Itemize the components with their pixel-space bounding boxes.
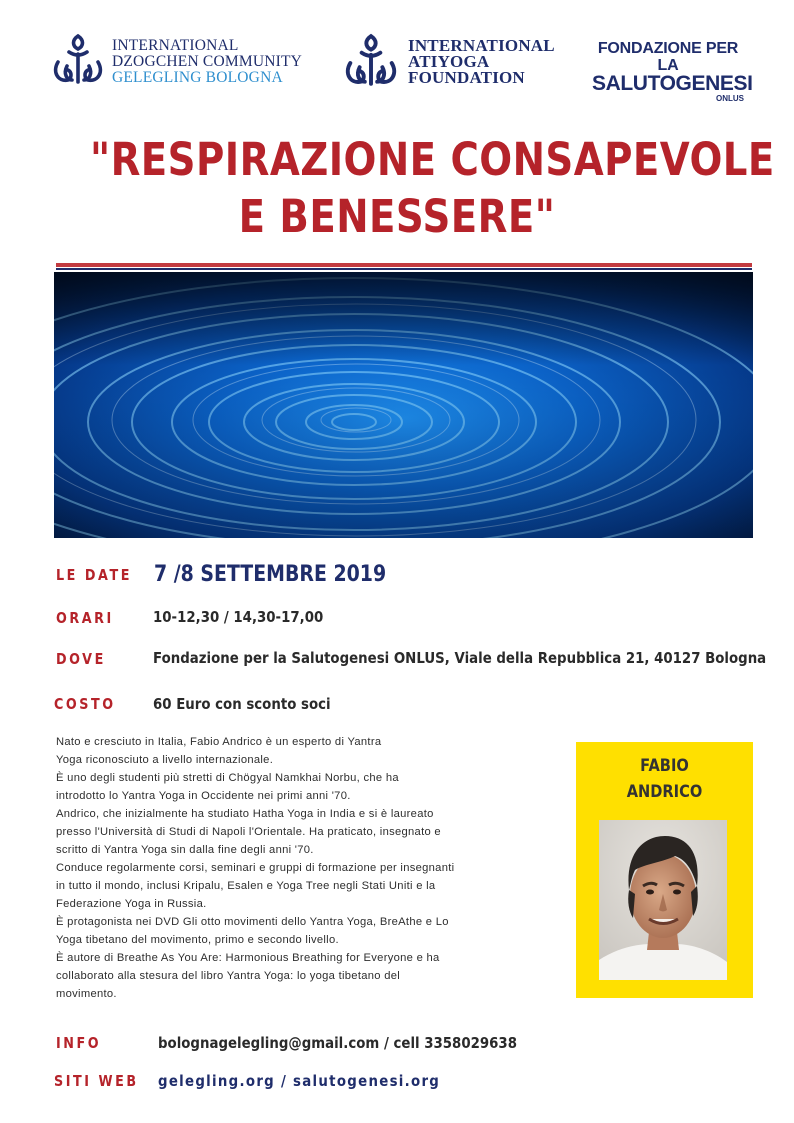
dzogchen-emblem-icon (50, 32, 106, 88)
bio-line: movimento. (56, 988, 117, 1000)
title-divider (56, 263, 752, 267)
bio-line: È autore di Breathe As You Are: Harmonious Breathing for Everyone e ha (56, 952, 440, 964)
cost-value: 60 Euro con sconto soci (153, 695, 331, 713)
logo-dzogchen-line3: GELEGLING BOLOGNA (112, 69, 283, 86)
bio-line: È protagonista nei DVD Gli otto movimenti dello Yantra Yoga, BreAthe e Lo (56, 916, 449, 928)
phone-number: / cell 3358029638 (384, 1034, 517, 1052)
bio-line: Federazione Yoga in Russia. (56, 898, 207, 910)
place-label: DOVE (56, 650, 106, 668)
bio-line: introdotto lo Yantra Yoga in Occidente nei primi anni '70. (56, 790, 351, 802)
hours-value: 10-12,30 / 14,30-17,00 (153, 608, 324, 626)
bio-line: Conduce regolarmente corsi, seminari e gruppi di formazione per insegnanti (56, 862, 455, 874)
bio-line: presso l'Università di Studi di Napoli l'Orientale. Ha praticato, insegnato e (56, 826, 441, 838)
websites-links[interactable]: gelegling.org / salutogenesi.org (158, 1072, 441, 1090)
cost-label: COSTO (54, 695, 116, 713)
hours-label: ORARI (56, 609, 114, 627)
email-link[interactable]: bolognagelegling@gmail.com (158, 1034, 380, 1052)
title-divider-blue (56, 268, 752, 270)
speaker-first-name: FABIO (640, 756, 689, 776)
bio-line: Andrico, che inizialmente ha studiato Hatha Yoga in India e si è laureato (56, 808, 434, 820)
bio-line: È uno degli studenti più stretti di Chögyal Namkhai Norbu, che ha (56, 772, 399, 784)
logo-salutogenesi-line3: ONLUS (716, 94, 744, 103)
bio-line: collaborato alla stesura del libro Yantra Yoga: lo yoga tibetano del (56, 970, 401, 982)
date-value: 7 /8 SETTEMBRE 2019 (154, 562, 387, 587)
atiyoga-emblem-icon (340, 32, 402, 90)
logo-salutogenesi (592, 40, 753, 103)
title-line1: "RESPIRAZIONE CONSAPEVOLE (89, 133, 775, 186)
water-ripples-illustration (54, 272, 753, 538)
bio-line: in tutto il mondo, inclusi Kripalu, Esalen e Yoga Tree negli Stati Uniti e la (56, 880, 436, 892)
logo-atiyoga-line1: INTERNATIONAL (408, 36, 555, 55)
logo-salutogenesi-line1: FONDAZIONE PER LA (597, 40, 739, 74)
logo-salutogenesi-line2: SALUTOGENESI (592, 72, 753, 95)
logo-dzogchen-line1: INTERNATIONAL (112, 37, 239, 54)
place-value: Fondazione per la Salutogenesi ONLUS, Viale della Repubblica 21, 40127 Bologna (153, 649, 767, 667)
title-line2: E BENESSERE" (238, 190, 556, 243)
logo-dzogchen-line2: DZOGCHEN COMMUNITY (112, 53, 303, 70)
bio-line: Yoga riconosciuto a livello internazionale. (56, 754, 274, 766)
speaker-last-name: ANDRICO (626, 782, 703, 802)
speaker-photo (599, 820, 727, 980)
bio-text (56, 733, 556, 1003)
hero-water-ripples-image (54, 272, 753, 538)
bio-line: scritto di Yantra Yoga sin dalla fine degli anni '70. (56, 844, 314, 856)
info-label: INFO (56, 1034, 102, 1052)
date-label: LE DATE (56, 566, 132, 584)
bio-line: Yoga tibetano del movimento, primo e secondo livello. (56, 934, 339, 946)
bio-line: Nato e cresciuto in Italia, Fabio Andrico è un esperto di Yantra (56, 736, 382, 748)
logo-atiyoga-line3: FOUNDATION (408, 68, 525, 87)
websites-label: SITI WEB (54, 1072, 139, 1090)
speaker-card (576, 742, 753, 998)
speaker-portrait-illustration (599, 820, 727, 980)
logo-atiyoga-line2: ATIYOGA (408, 52, 490, 71)
